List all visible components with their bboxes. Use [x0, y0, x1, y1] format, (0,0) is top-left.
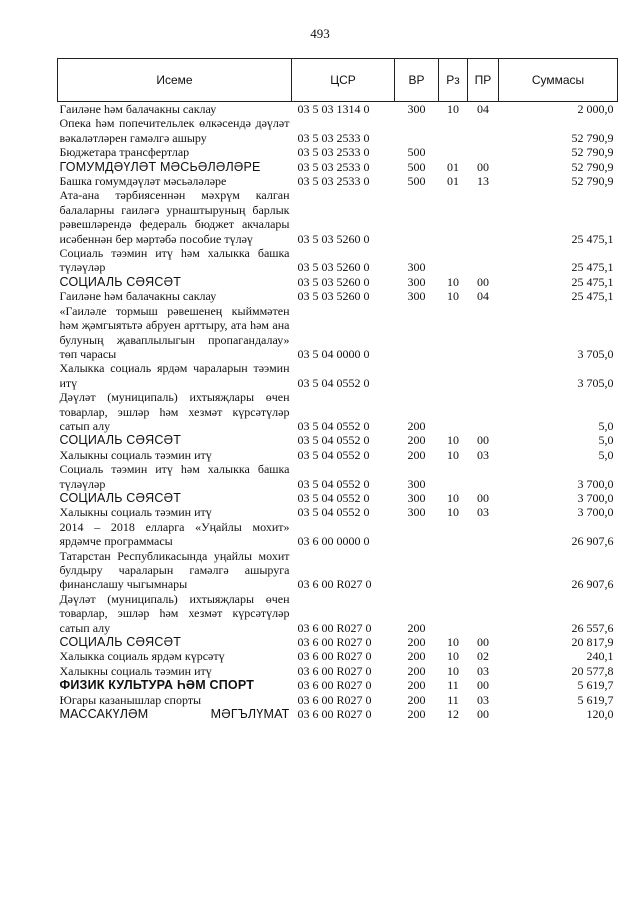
cell-pr: 00 — [477, 490, 489, 505]
cell-sum: 5 619,7 — [577, 692, 614, 707]
cell-csr: 03 6 00 R027 0 — [297, 649, 372, 664]
cell-name: Халыкка социаль ярдәм чараларын тәэмин итү — [59, 361, 290, 390]
cell-rz: 10 — [447, 102, 459, 116]
cell-pr: 03 — [477, 447, 489, 462]
cell-rz: 10 — [447, 635, 459, 650]
cell-rz — [439, 549, 468, 592]
cell-pr: 02 — [477, 649, 489, 664]
cell-rz: 11 — [447, 678, 459, 693]
table-row — [58, 304, 618, 362]
cell-sum: 240,1 — [586, 649, 614, 664]
cell-pr — [468, 116, 499, 145]
cell-sum: 20 817,9 — [571, 635, 614, 650]
cell-rz: 10 — [447, 649, 459, 664]
cell-sum: 52 790,9 — [571, 130, 614, 145]
cell-rz: 10 — [447, 663, 459, 678]
table-row — [58, 520, 618, 549]
cell-name: Халыкны социаль тәэмин итү — [59, 505, 212, 520]
cell-vr — [395, 520, 439, 549]
cell-vr — [395, 549, 439, 592]
cell-vr: 500 — [407, 159, 426, 174]
cell-rz: 10 — [447, 490, 459, 505]
col-vr-header: ВР — [395, 59, 439, 102]
cell-sum: 2 000,0 — [577, 102, 614, 116]
cell-pr — [468, 361, 499, 390]
cell-vr: 200 — [407, 447, 426, 462]
cell-vr: 200 — [407, 433, 426, 448]
cell-sum: 26 557,6 — [571, 620, 614, 635]
cell-csr: 03 5 04 0552 0 — [297, 490, 370, 505]
cell-vr: 300 — [407, 102, 426, 116]
table-row — [58, 275, 618, 289]
cell-csr: 03 5 04 0552 0 — [297, 476, 370, 491]
cell-csr: 03 6 00 0000 0 — [297, 534, 370, 549]
cell-csr: 03 5 03 2533 0 — [297, 159, 370, 174]
cell-pr: 00 — [477, 678, 489, 693]
table-row — [58, 505, 618, 519]
cell-sum: 26 907,6 — [571, 534, 614, 549]
cell-sum: 5,0 — [598, 418, 614, 433]
cell-vr: 200 — [407, 620, 426, 635]
cell-sum: 25 475,1 — [571, 274, 614, 289]
cell-sum: 5,0 — [598, 433, 614, 448]
cell-csr: 03 6 00 R027 0 — [297, 692, 372, 707]
cell-sum: 3 700,0 — [577, 490, 614, 505]
cell-rz: 11 — [447, 692, 459, 707]
cell-pr — [468, 304, 499, 362]
cell-sum: 3 700,0 — [577, 505, 614, 520]
cell-name: СОЦИАЛЬ СӘЯСӘТ — [59, 274, 182, 289]
cell-name: Гаиләне һәм балачакны саклау — [59, 289, 217, 304]
cell-pr — [468, 246, 499, 275]
cell-sum: 120,0 — [586, 707, 614, 722]
cell-vr: 200 — [407, 663, 426, 678]
cell-pr: 03 — [477, 663, 489, 678]
cell-name: Халыкны социаль тәэмин итү — [59, 447, 212, 462]
cell-name: Югары казанышлар спорты — [59, 692, 202, 707]
table-row — [58, 664, 618, 678]
cell-vr: 200 — [407, 692, 426, 707]
cell-name: МАССАКҮЛӘМ МӘГЪЛҮМАТ — [59, 707, 290, 722]
col-sum-header: Суммасы — [499, 59, 618, 102]
cell-csr: 03 5 04 0552 0 — [297, 433, 370, 448]
col-name-header: Исеме — [58, 59, 292, 102]
table-body — [58, 102, 618, 722]
cell-sum: 5 619,7 — [577, 678, 614, 693]
cell-csr: 03 5 03 5260 0 — [297, 231, 370, 246]
cell-csr: 03 5 04 0552 0 — [297, 418, 370, 433]
cell-pr: 00 — [477, 707, 489, 722]
table-row — [58, 390, 618, 433]
cell-sum: 5,0 — [598, 447, 614, 462]
cell-csr: 03 5 03 1314 0 — [297, 102, 370, 116]
cell-name: Башка гомумдәүләт мәсьәләләре — [59, 174, 227, 189]
cell-name: Ата-ана тәрбиясеннән мәхрүм калган балаларны гаиләгә урнаштыруның барлык рәвешләрендә федераль бюджет акчалары исәбеннән бер мәртәбә пособие түләү — [59, 188, 290, 246]
table-row — [58, 635, 618, 649]
cell-csr: 03 5 03 2533 0 — [297, 130, 370, 145]
cell-vr: 200 — [407, 707, 426, 722]
cell-rz: 10 — [447, 433, 459, 448]
col-csr-header: ЦСР — [292, 59, 395, 102]
cell-csr: 03 5 03 5260 0 — [297, 274, 370, 289]
cell-rz — [439, 520, 468, 549]
cell-vr: 200 — [407, 649, 426, 664]
cell-csr: 03 5 03 5260 0 — [297, 289, 370, 304]
cell-name: СОЦИАЛЬ СӘЯСӘТ — [59, 635, 182, 650]
cell-rz — [439, 246, 468, 275]
cell-name: ГОМУМДӘҮЛӘТ МӘСЬӘЛӘЛӘРЕ — [59, 159, 261, 174]
cell-sum: 25 475,1 — [571, 260, 614, 275]
col-rz-header: Рз — [439, 59, 468, 102]
cell-pr: 03 — [477, 692, 489, 707]
cell-vr: 300 — [407, 476, 426, 491]
table-row — [58, 649, 618, 663]
cell-sum: 52 790,9 — [571, 159, 614, 174]
table-row — [58, 693, 618, 707]
cell-name: Дәүләт (муниципаль) ихтыяҗлары өчен товарлар, эшләр һәм хезмәт күрсәтүләр сатып алу — [59, 390, 290, 433]
cell-vr: 300 — [407, 505, 426, 520]
cell-csr: 03 5 04 0552 0 — [297, 505, 370, 520]
cell-vr: 300 — [407, 289, 426, 304]
cell-pr — [468, 390, 499, 433]
cell-rz: 01 — [447, 159, 459, 174]
cell-name: Дәүләт (муниципаль) ихтыяҗлары өчен товарлар, эшләр һәм хезмәт күрсәтүләр сатып алу — [59, 591, 290, 635]
cell-sum: 52 790,9 — [571, 145, 614, 160]
cell-sum: 3 700,0 — [577, 476, 614, 491]
cell-name: СОЦИАЛЬ СӘЯСӘТ — [59, 433, 182, 448]
cell-sum: 25 475,1 — [571, 289, 614, 304]
table-row — [58, 462, 618, 491]
page-number: 493 — [310, 26, 330, 41]
cell-csr: 03 6 00 R027 0 — [297, 635, 372, 650]
cell-vr: 300 — [407, 490, 426, 505]
cell-vr: 200 — [407, 678, 426, 693]
cell-name: Халыкны социаль тәэмин итү — [59, 663, 212, 678]
cell-pr — [468, 549, 499, 592]
cell-csr: 03 5 04 0552 0 — [297, 447, 370, 462]
cell-pr: 04 — [477, 289, 489, 304]
cell-rz — [439, 188, 468, 246]
cell-rz — [439, 361, 468, 390]
cell-csr: 03 6 00 R027 0 — [297, 577, 372, 592]
cell-rz — [439, 116, 468, 145]
table-row — [58, 188, 618, 246]
cell-vr: 300 — [407, 260, 426, 275]
cell-sum: 52 790,9 — [571, 174, 614, 189]
budget-table — [57, 58, 618, 721]
cell-rz: 10 — [447, 274, 459, 289]
table-header — [58, 59, 618, 102]
cell-vr: 500 — [407, 145, 426, 160]
cell-vr — [395, 188, 439, 246]
cell-vr: 300 — [407, 274, 426, 289]
cell-rz: 10 — [447, 289, 459, 304]
cell-sum: 20 577,8 — [571, 663, 614, 678]
cell-rz: 10 — [447, 505, 459, 520]
cell-pr: 00 — [477, 274, 489, 289]
cell-sum: 26 907,6 — [571, 577, 614, 592]
cell-name: Социаль тәэмин итү һәм халыкка башка түләүләр — [59, 462, 290, 491]
cell-name: «Гаиләле тормыш рәвешенең кыйммәтен һәм җәмгыятьтә абруен арттыру, ата һәм ана булуның җаваплылыгын пропагандалау» төп чарасы — [59, 303, 290, 361]
cell-name: Опека һәм попечительлек өлкәсендә дәүләт вәкаләтләрен гамәлгә ашыру — [59, 116, 290, 145]
table-row — [58, 592, 618, 635]
cell-name: Татарстан Республикасында уңайлы мохит булдыру чараларын гамәлгә ашыруга финанслашу чыгымнары — [59, 548, 290, 592]
table-row — [58, 678, 618, 692]
table-row — [58, 433, 618, 447]
cell-rz: 01 — [447, 174, 459, 189]
cell-name: Халыкка социаль ярдәм күрсәтү — [59, 649, 225, 664]
table-row — [58, 116, 618, 145]
table-row — [58, 549, 618, 592]
cell-pr — [468, 592, 499, 635]
cell-vr — [395, 304, 439, 362]
cell-name: Бюджетара трансфертлар — [59, 145, 190, 160]
cell-rz — [439, 145, 468, 159]
cell-csr: 03 6 00 R027 0 — [297, 678, 372, 693]
cell-pr: 00 — [477, 635, 489, 650]
cell-name: 2014 – 2018 елларга «Уңайлы мохит» ярдәмче программасы — [59, 519, 290, 549]
table-row — [58, 361, 618, 390]
cell-pr — [468, 462, 499, 491]
cell-sum: 3 705,0 — [577, 375, 614, 390]
cell-vr — [395, 361, 439, 390]
cell-pr — [468, 520, 499, 549]
col-pr-header: ПР — [468, 59, 499, 102]
cell-pr: 04 — [477, 102, 489, 116]
table-row — [58, 102, 618, 117]
cell-vr: 500 — [407, 174, 426, 189]
cell-pr — [468, 188, 499, 246]
cell-sum: 3 705,0 — [577, 346, 614, 361]
cell-vr — [395, 116, 439, 145]
cell-csr: 03 5 04 0000 0 — [297, 346, 370, 361]
table-row — [58, 174, 618, 188]
table-row — [58, 491, 618, 505]
cell-rz — [439, 592, 468, 635]
cell-pr — [468, 145, 499, 159]
table-row — [58, 289, 618, 303]
cell-rz — [439, 304, 468, 362]
cell-pr: 00 — [477, 433, 489, 448]
table-row — [58, 246, 618, 275]
cell-name: Гаиләне һәм балачакны саклау — [59, 102, 217, 116]
table-row — [58, 145, 618, 159]
cell-csr: 03 6 00 R027 0 — [297, 707, 372, 722]
cell-sum: 25 475,1 — [571, 231, 614, 246]
cell-csr: 03 5 04 0552 0 — [297, 375, 370, 390]
cell-name: Социаль тәэмин итү һәм халыкка башка түләүләр — [59, 246, 290, 275]
cell-pr: 13 — [477, 174, 489, 189]
cell-pr: 03 — [477, 505, 489, 520]
cell-pr: 00 — [477, 159, 489, 174]
cell-csr: 03 5 03 2533 0 — [297, 145, 370, 160]
cell-vr: 200 — [407, 418, 426, 433]
cell-name: ФИЗИК КУЛЬТУРА ҺӘМ СПОРТ — [59, 678, 255, 693]
cell-vr: 200 — [407, 635, 426, 650]
cell-rz — [439, 390, 468, 433]
cell-rz: 12 — [447, 707, 459, 722]
table-row — [58, 448, 618, 462]
table-row — [58, 707, 618, 721]
cell-rz — [439, 462, 468, 491]
table-row — [58, 160, 618, 174]
cell-csr: 03 6 00 R027 0 — [297, 663, 372, 678]
cell-csr: 03 5 03 5260 0 — [297, 260, 370, 275]
cell-csr: 03 5 03 2533 0 — [297, 174, 370, 189]
cell-name: СОЦИАЛЬ СӘЯСӘТ — [59, 490, 182, 505]
cell-rz: 10 — [447, 447, 459, 462]
cell-csr: 03 6 00 R027 0 — [297, 620, 372, 635]
